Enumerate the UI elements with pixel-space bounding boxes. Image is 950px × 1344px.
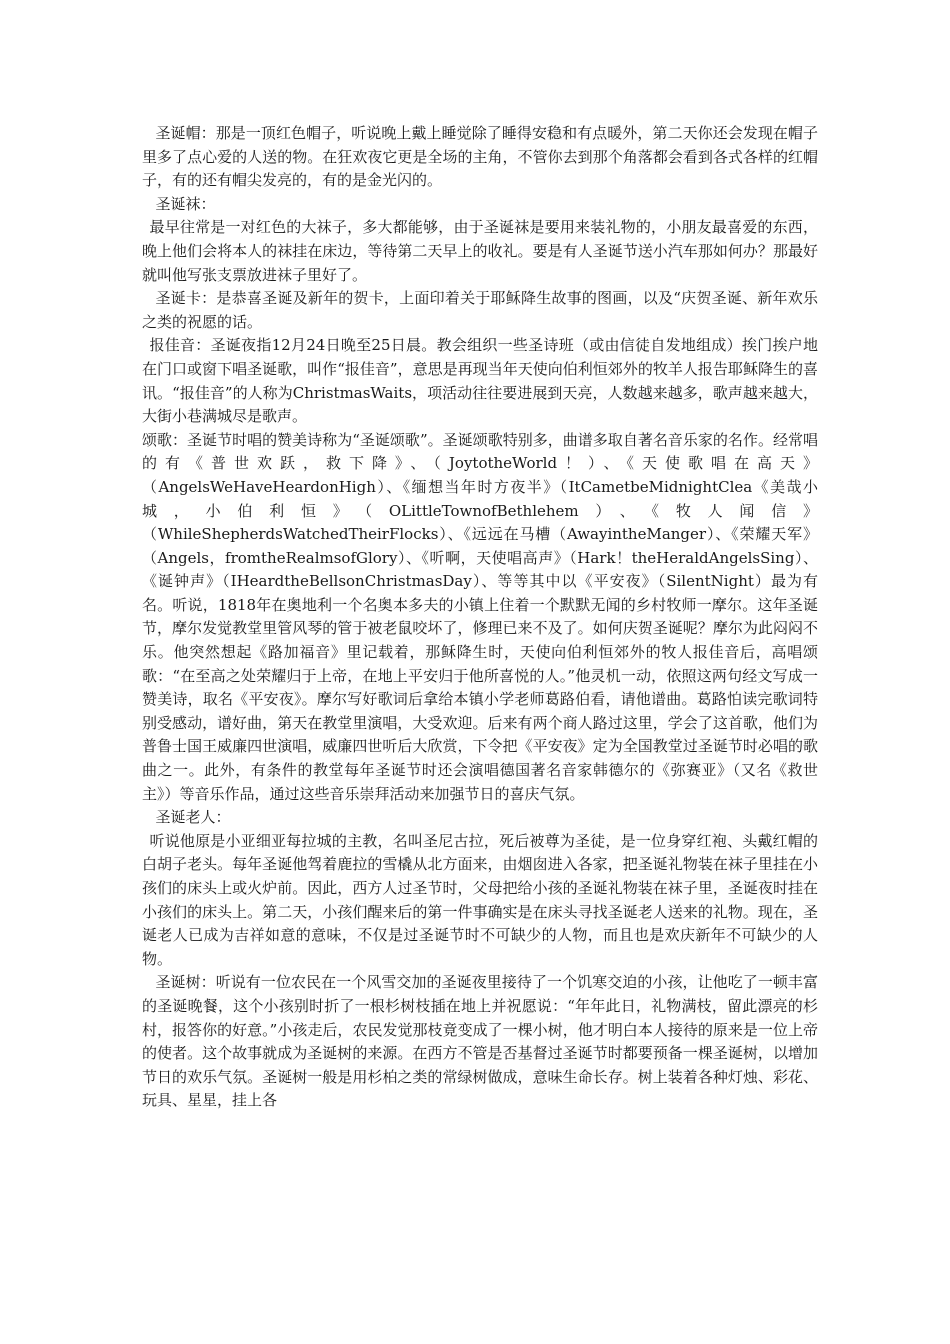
heading-christmas-stocking: 圣诞袜：	[155, 194, 216, 213]
paragraph-christmas-stocking: 最早往常是一对红色的大袜子，多大都能够，由于圣诞袜是要用来装礼物的，小朋友最喜爱的东西，晚上他们会将本人的袜挂在床边，等待第二天早上的收礼。要是有人圣诞节送小汽车那如何办？那最好就叫他写张支票放进袜子里好了。	[142, 218, 818, 284]
paragraph-carols: 颂歌：圣诞节时唱的赞美诗称为“圣诞颂歌”。圣诞颂歌特别多，曲谱多取自著名音乐家的名作。经常唱的有《普世欢跃，救下降》、（JoytotheWorld！）、《天使歌唱在高天》（AngelsWeHaveHeardonHigh）、《缅想当年时方夜半》（ItCametbeMidnightClea《美哉小城，小伯利恒》（OLittleTownofBethlehem）、《牧人闻信》（WhileShepherdsWatchedTheirFlocks）、《远远在马槽（AwayintheManger）、《荣耀天军》（Angels，fromtheRealmsofGlory）、《听啊，天使唱高声》（Hark！theHeraldAngelsSing）、《诞钟声》（IHeardtheBellsonChristmasDay）、等等其中以《平安夜》（SilentNight）最为有名。听说，1818年在奥地利一个名奥本多夫的小镇上住着一个默默无闻的乡村牧师一摩尔。这年圣诞节，摩尔发觉教堂里管风琴的管于被老鼠咬坏了，修理已来不及了。如何庆贺圣诞呢？摩尔为此闷闷不乐。他突然想起《路加福音》里记载着，那稣降生时，天使向伯利恒郊外的牧人报佳音后，高唱颂歌：“在至高之处荣耀归于上帝，在地上平安归于他所喜悦的人。”他灵机一动，依照这两句经文写成一赞美诗，取名《平安夜》。摩尔写好歌词后拿给本镇小学老师葛路伯看，请他谱曲。葛路怕读完歌词特别受感动，谱好曲，第天在教堂里演唱，大受欢迎。后来有两个商人路过这里，学会了这首歌，他们为普鲁士国王威廉四世演唱，威廉四世听后大欣赏，下令把《平安夜》定为全国教堂过圣诞节时必唱的歌曲之一。此外，有条件的教堂每年圣诞节时还会演唱德国著名音家韩德尔的《弥赛亚》（又名《救世主》）等音乐作品，通过这些音乐崇拜活动来加强节日的喜庆气氛。	[142, 430, 818, 803]
document-body	[142, 122, 818, 1113]
paragraph-santa-claus: 听说他原是小亚细亚每拉城的主教，名叫圣尼古拉，死后被尊为圣徒，是一位身穿红袍、头戴红帽的白胡子老头。每年圣诞他驾着鹿拉的雪橇从北方面来，由烟囱进入各家，把圣诞礼物装在袜子里挂在小孩们的床头上或火炉前。因此，西方人过圣节时，父母把给小孩的圣诞礼物装在袜子里，圣诞夜时挂在小孩们的床头上。第二天，小孩们醒来后的第一件事确实是在床头寻找圣诞老人送来的礼物。现在，圣诞老人已成为吉祥如意的意味，不仅是过圣诞节时不可缺少的人物，而且也是欢庆新年不可缺少的人物。	[142, 831, 818, 968]
paragraph-christmas-hat: 圣诞帽：那是一顶红色帽子，听说晚上戴上睡觉除了睡得安稳和有点暖外，第二天你还会发现在帽子里多了点心爱的人送的物。在狂欢夜它更是全场的主角，不管你去到那个角落都会看到各式各样的红帽子，有的还有帽尖发亮的，有的是金光闪的。	[142, 124, 818, 190]
paragraph-christmas-card: 圣诞卡：是恭喜圣诞及新年的贺卡，上面印着关于耶稣降生故事的图画，以及“庆贺圣诞、新年欢乐之类的祝愿的话。	[142, 289, 818, 331]
paragraph-carolling: 报佳音：圣诞夜指12月24日晚至25日晨。教会组织一些圣诗班（或由信徒自发地组成）挨门挨户地在门口或窗下唱圣诞歌，叫作“报佳音”，意思是再现当年天使向伯利恒郊外的牧羊人报告耶稣降生的喜讯。“报佳音”的人称为ChristmasWaits，项活动往往要进展到天亮，人数越来越多，歌声越来越大，大街小巷满城尽是歌声。	[142, 336, 818, 426]
heading-santa-claus: 圣诞老人：	[155, 808, 231, 827]
paragraph-christmas-tree: 圣诞树：听说有一位农民在一个风雪交加的圣诞夜里接待了一个饥寒交迫的小孩，让他吃了一顿丰富的圣诞晚餐，这个小孩别时折了一根杉树枝插在地上并祝愿说：“年年此日，礼物满枝，留此漂亮的杉村，报答你的好意。”小孩走后，农民发觉那枝竟变成了一棵小树，他才明白本人接待的原来是一位上帝的使者。这个故事就成为圣诞树的来源。在西方不管是否基督过圣诞节时都要预备一棵圣诞树，以增加节日的欢乐气氛。圣诞树一般是用杉柏之类的常绿树做成，意味生命长存。树上装着各种灯烛、彩花、玩具、星星，挂上各	[142, 973, 818, 1110]
